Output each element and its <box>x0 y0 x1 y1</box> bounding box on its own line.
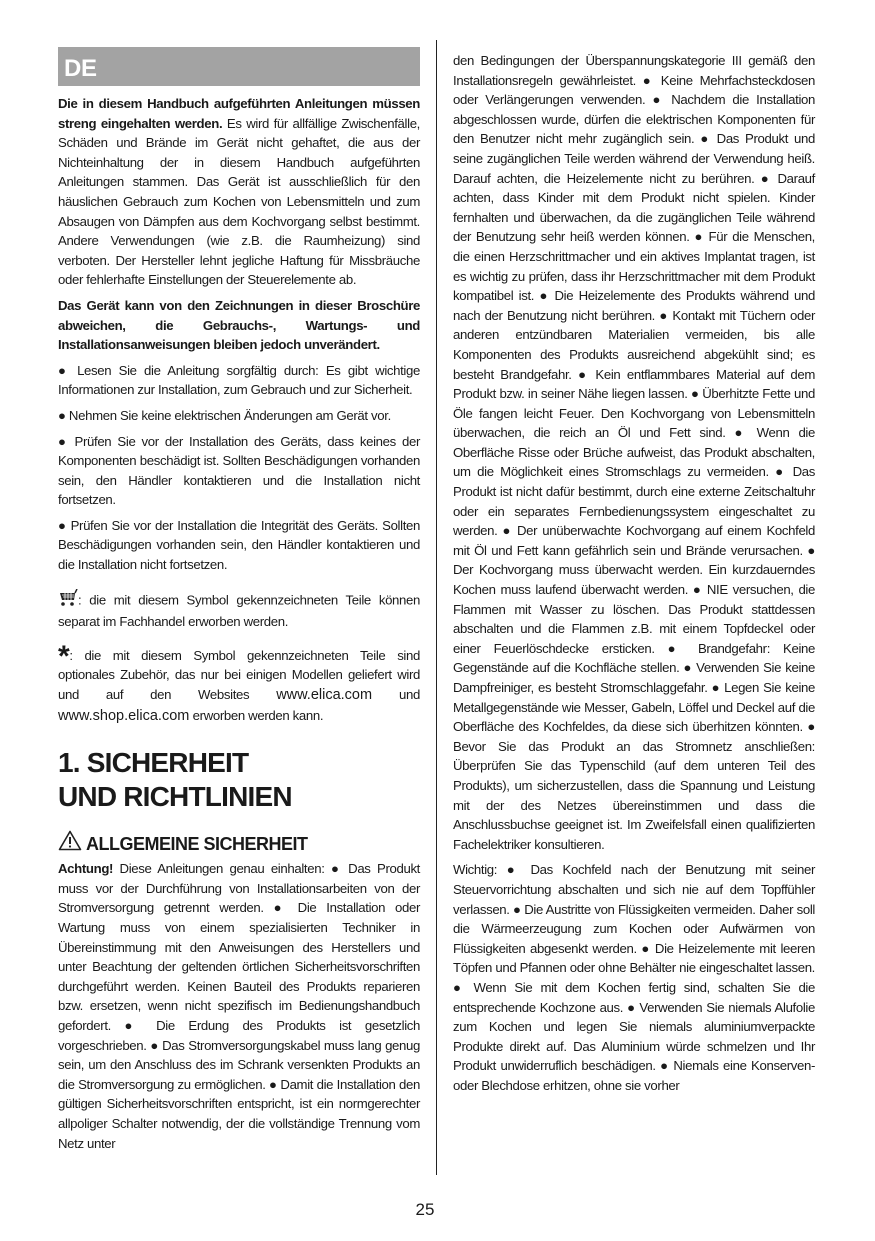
page-number: 25 <box>415 1200 435 1219</box>
subsection-title-text: ALLGEMEINE SICHERHEIT <box>86 833 308 854</box>
right-column <box>453 51 815 1101</box>
important-paragraph: Wichtig: ● Das Kochfeld nach der Benutzung mit seiner Steuervorrichtung abschalten und sich nie auf dem Topffühler verlassen. ● Die Austritte von Flüssigkeiten vermeiden. Daher soll die Wärmeerzeugung zum Kochen oder Aufwärmen von Flüssigkeiten abgesenkt werden. ● Die Heizelemente mit leeren Töpfen und Pfannen oder ohne Behälter nie eingeschaltet lassen. ● Wenn Sie mit dem Kochen fertig sind, schalten Sie die entsprechende Kochzone aus. ● Verwenden Sie niemals Alufolie zum Kochen und legen Sie niemals aluminiumverpackte Produkte direkt auf. Das Aluminium würde schmelzen und Ihr Produkt unwiderruflich beschädigen. ● Niemals eine Konserven- oder Blechdose erhitzen, ohne sie vorher <box>453 862 815 1093</box>
intro-bold: Die in diesem Handbuch aufgeführten Anleitungen müssen streng eingehalten werden. <box>58 96 420 131</box>
bullet-item: ● Prüfen Sie vor der Installation die Integrität des Geräts. Sollten Beschädigungen vorhanden sein, den Händler kontaktieren und die Installation nicht fortsetzen. <box>58 517 420 573</box>
star-note <box>58 639 420 726</box>
drawing-note-bold: Das Gerät kann von den Zeichnungen in dieser Broschüre abweichen, die Gebrauchs-, Wartungs- und Installationsanweisungen bleiben jedoch unverändert. <box>58 297 420 353</box>
drawing-note <box>58 296 420 355</box>
elica-url[interactable]: www.elica.com <box>276 687 373 704</box>
cart-note-text: : die mit diesem Symbol gekennzeichneten Teile können separat im Fachhandel erworben werden. <box>58 591 420 630</box>
cart-note <box>58 589 420 632</box>
language-header: DE <box>58 47 420 86</box>
shop-elica-url[interactable]: www.shop.elica.com <box>58 707 190 724</box>
subsection-title <box>58 830 420 857</box>
shopping-cart-icon <box>58 589 78 613</box>
section-title: 1. SICHERHEIT UND RICHTLINIEN <box>58 747 292 813</box>
safety-paragraph <box>58 859 420 1153</box>
safety-text: Diese Anleitungen genau einhalten: ● Das Produkt muss vor der Durchführung von Installationsarbeiten von der Stromversorgung getrennt werden. ● Die Installation oder Wartung muss von einem spezialisierten Techniker in Übereinstimmung mit den Anweisungen des Herstellers und unter Beachtung der geltenden örtlichen Sicherheitsvorschriften durchgeführt werden. Keinen Bauteil des Produkts reparieren bzw. ersetzen, wenn nicht spezifisch im Bedienungshandbuch gefordert. ● Die Erdung des Produkts ist gesetzlich vorgeschrieben. ● Das Stromversorgungskabel muss lang genug sein, um den Anschluss des im Schrank versenkten Produkts an die Stromversorgung zu ermöglichen. ● Damit die Installation den gültigen Sicherheitsvorschriften entspricht, ist ein normgerechter allpoliger Schalter notwendig, der die vollständige Trennung vom Netz unter <box>58 861 420 1151</box>
warning-icon <box>58 830 82 857</box>
intro-paragraph <box>58 94 420 290</box>
star-note-text: : die mit diesem Symbol gekennzeichneten Teile sind optionales Zubehör, das nur bei einigen Modellen geliefert wird und auf den Websites <box>58 647 420 703</box>
warning-label: Achtung! <box>58 861 114 877</box>
star-note-text: erworben werden kann. <box>189 707 324 723</box>
bullet-item: ● Prüfen Sie vor der Installation des Geräts, dass keines der Komponenten beschädigt ist. Sollten Beschädigungen vorhanden sein, den Händler kontaktieren und die Installation nicht fortsetzen. <box>58 433 420 508</box>
safety-paragraph-continued: den Bedingungen der Überspannungskategorie III gemäß den Installationsregeln gewährleistet. ● Keine Mehrfachsteckdosen oder Verlängerungen verwenden. ● Nachdem die Installation abgeschlossen wurde, dürfen die elektrischen Komponenten für den Benutzer nicht mehr zugänglich sein. ● Das Produkt und seine zugänglichen Teile werden während der Verwendung heiß. Darauf achten, die Heizelemente nicht zu berühren. ● Darauf achten, dass Kinder mit dem Produkt nicht spielen. Kinder fernhalten und überwachen, da die zugänglichen Teile während der Benutzung sehr heiß werden können. ● Für die Menschen, die einen Herzschrittmacher und ein aktives Implantat tragen, ist es wichtig zu prüfen, dass ihr Herzschrittmacher mit dem Produkt kompatibel ist. ● Die Heizelemente des Produkts während und nach der Benutzung nicht berühren. ● Kontakt mit Tüchern oder anderen entzündbaren Materialien vermeiden, bis alle Komponenten des Produkts ausreichend abgekühlt sind; es besteht Brandgefahr. ● Kein entflammbares Material auf dem Produkt bzw. in seiner Nähe liegen lassen. ● Überhitzte Fette und Öle fangen leicht Feuer. Den Kochvorgang von Lebensmitteln überwachen, die reich an Öl und Fett sind. ● Wenn die Oberfläche Risse oder Brüche aufweist, das Produkt abschalten, um die Möglichkeit eines Stromschlags zu vermeiden. ● Das Produkt ist nicht dafür bestimmt, durch eine externe Zeitschaltuhr oder ein separates Fernbedienungssystem eingeschaltet zu werden. ● Der unüberwachte Kochvorgang auf einem Kochfeld mit Öl und Fett kann gefährlich sein und Brände verursachen. ● Der Kochvorgang muss überwacht werden. Ein kurzdauerndes Kochen muss laufend überwacht werden. ● NIE versuchen, die Flammen mit Wasser zu löschen. Das Produkt stattdessen abschalten und die Flammen z.B. mit einem Topfdeckel oder einer Feuerlöschdecke ersticken. ● Brandgefahr: Keine Gegenstände auf die Kochfläche stellen. ● Verwenden Sie keine Dampfreiniger, es besteht Stromschlaggefahr. ● Legen Sie keine Metallgegenstände wie Messer, Gabeln, Löffel und Deckel auf die Oberfläche des Kochfeldes, da diese sich überhitzen könnten. ● Bevor Sie das Produkt an das Stromnetz anschließen: Überprüfen Sie das Typenschild (auf dem unteren Teil des Produkts), um sicherzustellen, dass die Spannung und Leistung mit der des Netzes übereinstimmen und dass die Anschlussbuchse geeignet ist. Im Zweifelsfall einen qualifizierten Fachelektriker konsultieren. <box>453 53 815 852</box>
star-note-text: und <box>372 687 420 703</box>
bullet-item: ● Nehmen Sie keine elektrischen Änderungen am Gerät vor. <box>58 407 391 423</box>
left-column <box>58 47 420 1159</box>
bullet-item: ● Lesen Sie die Anleitung sorgfältig durch: Es gibt wichtige Informationen zur Installation, zum Gebrauch und zur Sicherheit. <box>58 362 420 398</box>
column-divider <box>436 40 437 1175</box>
intro-text: Es wird für allfällige Zwischenfälle, Schäden und Brände im Gerät nicht gehaftet, die aus der Nichteinhaltung der in diesem Handbuch aufgeführten Anleitungen stammen. Das Gerät ist ausschließlich für den häuslichen Gebrauch zum Kochen von Lebensmitteln und zum Absaugen von Dämpfen aus dem Kochvorgang selbst bestimmt. Andere Verwendungen (wie z.B. die Raumheizung) sind verboten. Der Hersteller lehnt jegliche Haftung für Missbräuche oder fehlerhafte Einstellungen der Steuerelemente ab. <box>58 115 420 288</box>
asterisk-icon: * <box>58 639 70 673</box>
